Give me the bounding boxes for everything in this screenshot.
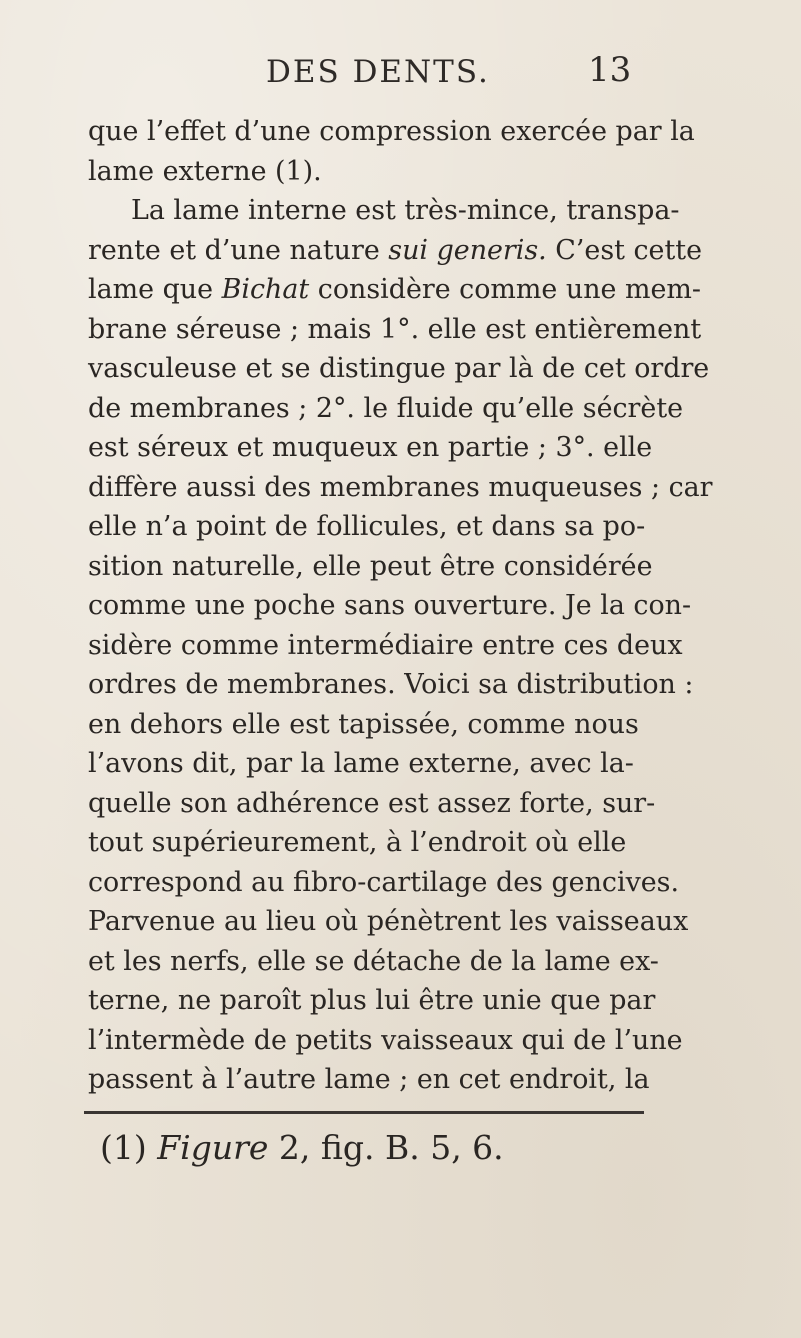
text-line: elle n’a point de follicules, et dans sa po- <box>88 511 646 542</box>
text-line: terne, ne paroît plus lui être unie que par <box>88 985 656 1016</box>
text-line: diffère aussi des membranes muqueuses ; car <box>88 472 713 503</box>
text-segment: rente et d’une nature <box>88 235 380 266</box>
text-line: de membranes ; 2°. le fluide qu’elle sécrète <box>88 393 684 424</box>
text-line: La lame interne est très-mince, transpa- <box>131 195 680 226</box>
text-segment: lame que <box>88 274 214 305</box>
text-line: que l’effet d’une compression exercée par la <box>88 116 695 147</box>
footnote-reference: 2, fig. B. 5, 6. <box>278 1128 504 1167</box>
text-line: quelle son adhérence est assez forte, sur- <box>88 788 656 819</box>
text-line <box>88 270 701 310</box>
text-line: Parvenue au lieu où pénètrent les vaisseaux <box>88 906 689 937</box>
footnote-label: Figure <box>157 1128 269 1167</box>
text-line: est séreux et muqueux en partie ; 3°. elle <box>88 432 653 463</box>
text-line: lame externe (1). <box>88 156 322 187</box>
text-line: et les nerfs, elle se détache de la lame ex- <box>88 946 659 977</box>
footnote <box>100 1128 504 1167</box>
text-line: sidère comme intermédiaire entre ces deux <box>88 630 683 661</box>
italic-term: sui generis. <box>388 235 547 266</box>
running-head-title: DES DENTS. <box>266 54 490 90</box>
text-line: en dehors elle est tapissée, comme nous <box>88 709 639 740</box>
text-line: l’intermède de petits vaisseaux qui de l’une <box>88 1025 683 1056</box>
text-segment: C’est cette <box>555 235 702 266</box>
text-line: brane séreuse ; mais 1°. elle est entièrement <box>88 314 702 345</box>
running-head <box>0 50 801 94</box>
text-line: correspond au fibro-cartilage des gencives. <box>88 867 680 898</box>
text-line: tout supérieurement, à l’endroit où elle <box>88 827 627 858</box>
footnote-marker: (1) <box>100 1128 147 1167</box>
text-line <box>88 231 702 271</box>
text-line: vasculeuse et se distingue par là de cet ordre <box>88 353 710 384</box>
footnote-divider <box>84 1111 644 1114</box>
text-segment: considère comme une mem- <box>317 274 701 305</box>
text-line: ordres de membranes. Voici sa distribution : <box>88 669 694 700</box>
text-line: sition naturelle, elle peut être considérée <box>88 551 653 582</box>
page-number: 13 <box>588 50 632 90</box>
italic-name: Bichat <box>221 274 310 305</box>
text-line: passent à l’autre lame ; en cet endroit, la <box>88 1064 650 1095</box>
text-line: comme une poche sans ouverture. Je la con- <box>88 590 692 621</box>
text-line: l’avons dit, par la lame externe, avec la- <box>88 748 634 779</box>
